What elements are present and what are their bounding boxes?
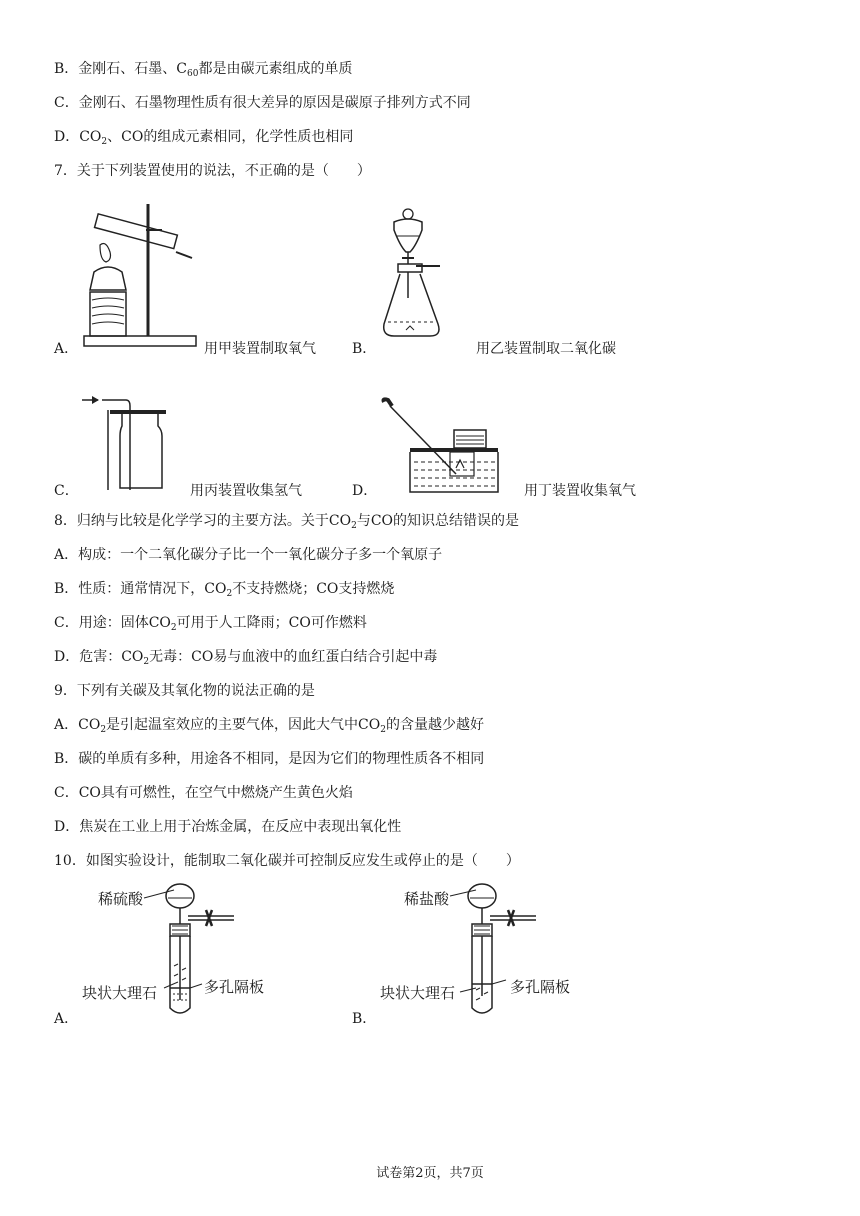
- apparatus-jia-figure: [80, 200, 200, 350]
- q6-option-c: C．金刚石、石墨物理性质有很大差异的原因是碳原子排列方式不同: [54, 95, 471, 111]
- page-footer: 试卷第2页，共7页: [376, 1166, 484, 1181]
- q7-option-b-letter: B．: [352, 341, 377, 357]
- q6-option-d: D．$CO_2$、CO的组成元素相同，化学性质也相同: [54, 129, 354, 147]
- q10-b-solid-label: 块状大理石: [380, 984, 456, 1002]
- q9-option-c: C．CO具有可燃性，在空气中燃烧产生黄色火焰: [54, 785, 353, 801]
- q10-a-solid-label: 块状大理石: [82, 984, 158, 1002]
- q7-stem: 7．关于下列装置使用的说法，不正确的是（ ）: [54, 163, 371, 179]
- apparatus-yi-figure: [378, 206, 468, 354]
- q7-option-b-text: 用乙装置制取二氧化碳: [476, 341, 616, 357]
- q10-option-b-letter: B．: [352, 1011, 377, 1027]
- q8-stem: 8．归纳与比较是化学学习的主要方法。关于$CO_2$与CO的知识总结错误的是: [54, 513, 520, 531]
- q10-apparatus-a-figure: [150, 880, 250, 1020]
- q10-option-a-letter: A．: [54, 1011, 79, 1027]
- q6-option-b: B．金刚石、石墨、$C_{60}$都是由碳元素组成的单质: [54, 61, 353, 79]
- q10-a-plate-label: 多孔隔板: [204, 978, 265, 996]
- apparatus-ding-figure: [380, 396, 502, 494]
- q7-option-c-letter: C．: [54, 483, 79, 499]
- apparatus-bing-figure: [80, 392, 170, 492]
- q9-option-d: D．焦炭在工业上用于冶炼金属，在反应中表现出氧化性: [54, 819, 402, 835]
- q10-stem: 10．如图实验设计，能制取二氧化碳并可控制反应发生或停止的是（ ）: [54, 853, 520, 869]
- q8-option-d: D．危害：$CO_2$无毒：CO易与血液中的血红蛋白结合引起中毒: [54, 649, 438, 667]
- q9-option-a: A．$CO_2$是引起温室效应的主要气体，因此大气中$CO_2$的含量越少越好: [54, 717, 484, 735]
- q7-option-a-text: 用甲装置制取氧气: [204, 341, 316, 357]
- q7-option-c-text: 用丙装置收集氢气: [190, 483, 302, 499]
- q9-stem: 9．下列有关碳及其氧化物的说法正确的是: [54, 683, 315, 699]
- q10-b-acid-label: 稀盐酸: [404, 890, 450, 908]
- q7-option-a-letter: A．: [54, 341, 79, 357]
- q10-a-acid-label: 稀硫酸: [98, 890, 144, 908]
- q10-b-plate-label: 多孔隔板: [510, 978, 571, 996]
- q7-option-d-text: 用丁装置收集氧气: [524, 483, 636, 499]
- q8-option-c: C．用途：固体$CO_2$可用于人工降雨；CO可作燃料: [54, 615, 367, 633]
- q7-option-d-letter: D．: [352, 483, 378, 499]
- q9-option-b: B．碳的单质有多种，用途各不相同，是因为它们的物理性质各不相同: [54, 751, 485, 767]
- q8-option-a: A．构成：一个二氧化碳分子比一个一氧化碳分子多一个氧原子: [54, 547, 443, 563]
- q10-apparatus-b-figure: [452, 880, 552, 1020]
- q8-option-b: B．性质：通常情况下，$CO_2$不支持燃烧；CO支持燃烧: [54, 581, 395, 599]
